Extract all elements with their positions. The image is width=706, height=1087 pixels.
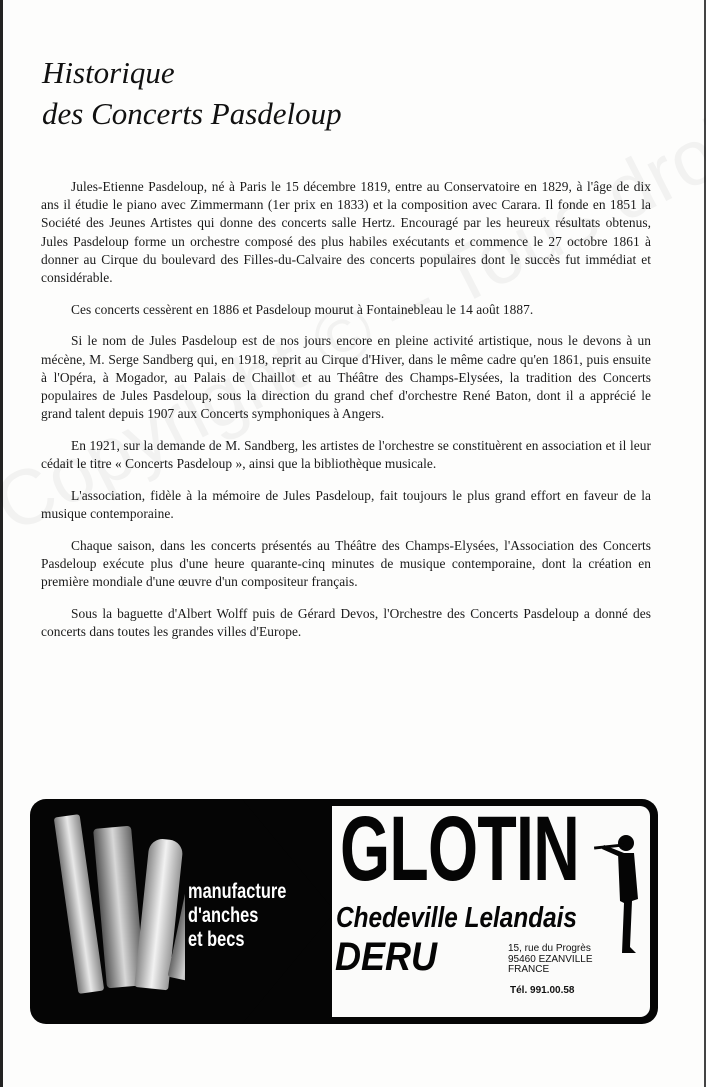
ad-address-line-3: FRANCE	[508, 964, 550, 975]
ad-brand-deru: DERU	[335, 935, 438, 979]
ad-tagline-line-1: manufacture	[188, 880, 287, 903]
paragraph-sandberg: Si le nom de Jules Pasdeloup est de nos jours encore en pleine activité artistique, nous le devons à un mécène, M. Serge Sandberg qui, en 1918, reprit au Cirque d'Hiver, dans le même cadre qu'en 1861, puis ensuite à l'Opéra, à Mogador, au Palais de Chaillot et au Théâtre des Champs-Elysées, la tradition des Concerts populaires de Jules Pasdeloup, sous la direction du grand chef d'orchestre René Baton, dont il a apprécié le grand talent depuis 1907 aux Concerts symphoniques à Angers.	[41, 333, 651, 422]
page-edge-left	[0, 0, 3, 1087]
paragraph-europe: Sous la baguette d'Albert Wolff puis de Gérard Devos, l'Orchestre des Concerts Pasdeloup a donné des concerts dans toutes les grandes villes d'Europe.	[41, 605, 651, 640]
title-line-1: Historique	[42, 55, 175, 90]
ad-address-line-2: 95460 EZANVILLE	[508, 953, 593, 965]
ad-brand-chedeville: Chedeville Lelandais	[336, 902, 577, 934]
ad-address-line-1: 15, rue du Progrès	[508, 943, 591, 954]
title-line-2: des Concerts Pasdeloup	[42, 96, 342, 131]
paragraph-association-1921: En 1921, sur la demande de M. Sandberg, les artistes de l'orchestre se constituèrent en association et il leur cédait le titre « Concerts Pasdeloup », ainsi que la bibliothèque musicale.	[41, 437, 651, 472]
ad-brand-glotin: GLOTIN	[340, 799, 580, 900]
ad-phone: Tél. 991.00.58	[510, 985, 575, 996]
paragraph-season: Chaque saison, dans les concerts présentés au Théâtre des Champs-Elysées, l'Association des Concerts Pasdeloup exécute plus d'une heure quarante-cinq minutes de musique contemporaine, dont la création en première mondiale d'une œuvre d'un compositeur français.	[41, 537, 651, 590]
ad-tagline-line-3: et becs	[188, 928, 245, 951]
glotin-advertisement	[30, 799, 658, 1024]
paragraph-biography: Jules-Etienne Pasdeloup, né à Paris le 15 décembre 1819, entre au Conservatoire en 1829, à l'âge de dix ans il étudie le piano avec Zimmermann (1er prix en 1833) et la composition avec Carara. Il fonde en 1851 la Société des Jeunes Artistes qui donne des concerts salle Hertz. Encouragé par les heureux résultats obtenus, Jules Pasdeloup forme un orchestre composé des plus habiles exécutants et commence le 27 octobre 1861 à donner au Cirque du boulevard des Filles-du-Calvaire des concerts populaires dont le succès fut immédiat et considérable.	[41, 179, 651, 286]
paragraph-contemporary: L'association, fidèle à la mémoire de Jules Pasdeloup, fait toujours le plus grand effort en faveur de la musique contemporaine.	[41, 487, 651, 522]
paragraph-end: Ces concerts cessèrent en 1886 et Pasdeloup mourut à Fontainebleau le 14 août 1887.	[71, 301, 534, 317]
body-text	[41, 178, 651, 655]
ad-tagline	[188, 880, 294, 952]
clarinet-player-icon	[592, 829, 644, 959]
ad-tagline-line-2: d'anches	[188, 904, 259, 927]
page-title	[42, 52, 542, 134]
